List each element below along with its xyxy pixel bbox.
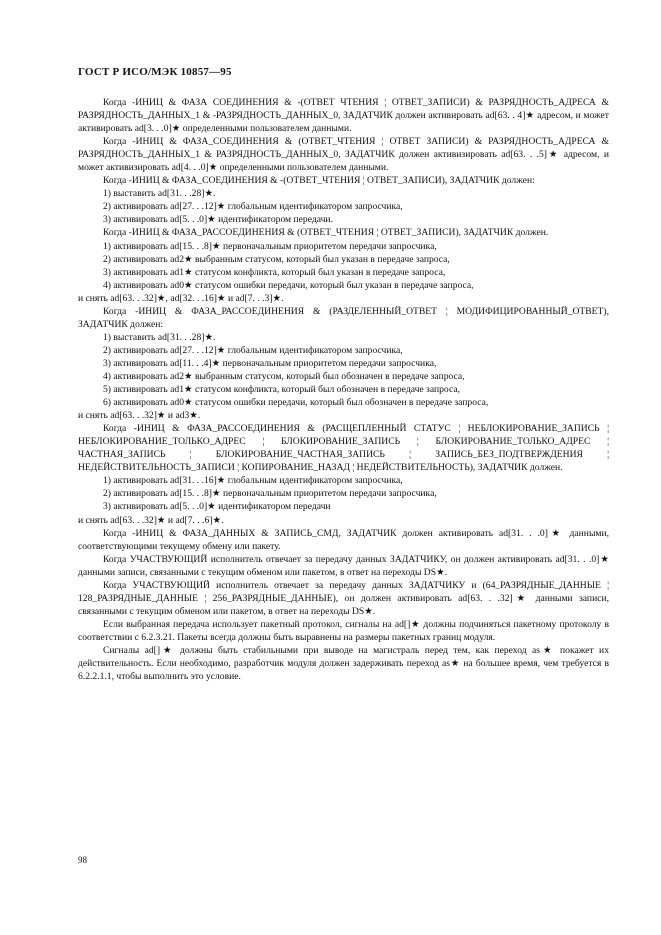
paragraph: и снять ad[63. . .32]★ и ad3★. xyxy=(78,410,201,422)
paragraph: Когда -ИНИЦ & ФАЗА_СОЕДИНЕНИЯ & (ОТВЕТ_ЧТЕНИЯ ¦ ОТВЕТ ЗАПИСИ) & РАЗРЯДНОСТЬ_АДРЕСА & РАЗРЯДНОСТЬ_ДАННЫХ_1 & РАЗРЯДНОСТЬ_ДАННЫХ_0, ЗАДАТЧИК должен активизировать ad[63. . .5]★ адресом, и может активизировать ad[4. . .0]★ определенными пользователем данными. xyxy=(78,136,609,174)
list-item: 4) активировать ad2★ выбранным статусом, который был обозначен в передаче запроса, xyxy=(103,370,465,382)
list-item: 6) активировать ad0★ статусом ошибки передачи, который был обозначен в передаче запроса, xyxy=(103,397,489,409)
list-item: 2) активировать ad2★ выбранным статусом, который был указан в передаче запроса, xyxy=(103,253,450,265)
paragraph: Сигналы ad[]★ должны быть стабильными при выводе на магистраль перед тем, как переход as★ покажет их действительность. Если необходимо, разработчик модуля должен задерживать переход as★ на большее время, чем требуется в 6.2.2.1.1, чтобы выполнить это условие. xyxy=(78,644,609,683)
document-header: ГОСТ Р ИСО/МЭК 10857—95 xyxy=(78,66,232,78)
paragraph: Когда -ИНИЦ & ФАЗА_РАССОЕДИНЕНИЯ & (ОТВЕТ_ЧТЕНИЯ ¦ ОТВЕТ_ЗАПИСИ), ЗАДАТЧИК должен. xyxy=(103,227,549,239)
paragraph: Когда -ИНИЦ & ФАЗА_РАССОЕДИНЕНИЯ & (РАЗДЕЛЕННЫЙ_ОТВЕТ ¦ МОДИФИЦИРОВАННЫЙ_ОТВЕТ), ЗАДАТЧИК должен: xyxy=(78,305,609,330)
paragraph: Когда -ИНИЦ & ФАЗА_РАССОЕДИНЕНИЯ & (РАСЩЕПЛЕННЫЙ СТАТУС ¦ НЕБЛОКИРОВАНИЕ_ЗАПИСЬ ¦ НЕБЛОКИРОВАНИЕ_ТОЛЬКО_АДРЕС ¦ БЛОКИРОВАНИЕ_ЗАПИСЬ ¦ БЛОКИРОВАНИЕ_ТОЛЬКО_АДРЕС ¦ ЧАСТНАЯ_ЗАПИСЬ ¦ БЛОКИРОВАНИЕ_ЧАСТНАЯ_ЗАПИСЬ ¦ ЗАПИСЬ_БЕЗ_ПОДТВЕРЖДЕНИЯ ¦ НЕДЕЙСТВИТЕЛЬНОСТЬ_ЗАПИСИ ¦ КОПИРОВАНИЕ_НАЗАД ¦ НЕДЕЙСТВИТЕЛЬНОСТЬ), ЗАДАТЧИК должен. xyxy=(78,423,609,474)
list-item: 3) активировать ad[5. . .0]★ идентификатором передачи. xyxy=(103,214,333,226)
paragraph: Когда УЧАСТВУЮЩИЙ исполнитель отвечает за передачу данных ЗАДАТЧИКУ и (64_РАЗРЯДНЫЕ_ДАННЫЕ ¦ 128_РАЗРЯДНЫЕ_ДАННЫЕ ¦ 256_РАЗРЯДНЫЕ_ДАННЫЕ), он должен активировать ad[63. . .32]★ данными записи, связанными с текущим обменом или пакетом, в ответ на переходы DS★. xyxy=(78,579,609,617)
document-body xyxy=(78,96,609,683)
list-item: 2) активировать ad[15. . .8]★ первоначальным приоритетом передачи запросчика, xyxy=(103,488,437,500)
list-item: 1) выставить ad[31. . .28]★. xyxy=(103,331,216,343)
paragraph: Если выбранная передача использует пакетный протокол, сигналы на ad[]★ должны подчиняться пакетному протоколу в соответствии с 6.2.3.21. Пакеты всегда должны быть выравнены на размеры пакетных границ модуля. xyxy=(78,618,609,643)
paragraph: Когда -ИНИЦ & ФАЗА СОЕДИНЕНИЯ & -(ОТВЕТ ЧТЕНИЯ ¦ ОТВЕТ_ЗАПИСИ) & РАЗРЯДНОСТЬ_АДРЕСА & РАЗРЯДНОСТЬ_ДАННЫХ_1 & -РАЗРЯДНОСТЬ_ДАННЫХ_0, ЗАДАТЧИК должен активировать ad[63. . 4]★ адресом, и может активировать ad[3. . .0]★ определенными пользователем данными. xyxy=(78,97,609,135)
list-item: 5) активировать ad1★ статусом конфликта, который был обозначен в передаче запроса, xyxy=(103,384,460,396)
list-item: 3) активировать ad1★ статусом конфликта, который был указан в передаче запроса, xyxy=(103,266,446,278)
paragraph: Когда -ИНИЦ & ФАЗА_ДАННЫХ & ЗАПИСЬ_СМД, ЗАДАТЧИК должен активировать ad[31. . .0]★ данными, соответствующими текущему обмену или пакету. xyxy=(78,527,609,552)
paragraph: Когда УЧАСТВУЮЩИЙ исполнитель отвечает за передачу данных ЗАДАТЧИКУ, он должен активировать ad[31. . .0]★ данными записи, связанными с текущим обменом или пакетом, в ответ на переходы DS★. xyxy=(78,553,609,578)
list-item: 3) активировать ad[11. . .4]★ первоначальным приоритетом передачи запросчика, xyxy=(103,357,437,369)
list-item: 1) активировать ad[15. . .8]★ первоначальным приоритетом передачи запросчика, xyxy=(103,240,437,252)
list-item: 2) активировать ad[27. . .12]★ глобальным идентификатором запросчика, xyxy=(103,344,403,356)
page-number: 98 xyxy=(78,855,87,865)
list-item: 1) активировать ad[31. . .16]★ глобальным идентификатором запросчика, xyxy=(103,475,403,487)
paragraph: и снять ad[63. . .32]★ и ad[7. . .6]★. xyxy=(78,514,224,526)
list-item: 2) активировать ad[27. . .12]★ глобальным идентификатором запросчика, xyxy=(103,201,403,213)
list-item: 4) активировать ad0★ статусом ошибки передачи, который был указан в передаче запроса, xyxy=(103,279,474,291)
list-item: 1) выставить ad[31. . .28]★. xyxy=(103,188,216,200)
list-item: 3) активировать ad[5. . .0]★ идентификатором передачи xyxy=(103,501,331,513)
paragraph: и снять ad[63. . .32]★, ad[32. . .16]★ и ad[7. . .3]★. xyxy=(78,292,284,304)
paragraph: Когда -ИНИЦ & ФАЗА_СОЕДИНЕНИЯ & -(ОТВЕТ_ЧТЕНИЯ ¦ ОТВЕТ_ЗАПИСИ), ЗАДАТЧИК должен: xyxy=(103,175,535,187)
